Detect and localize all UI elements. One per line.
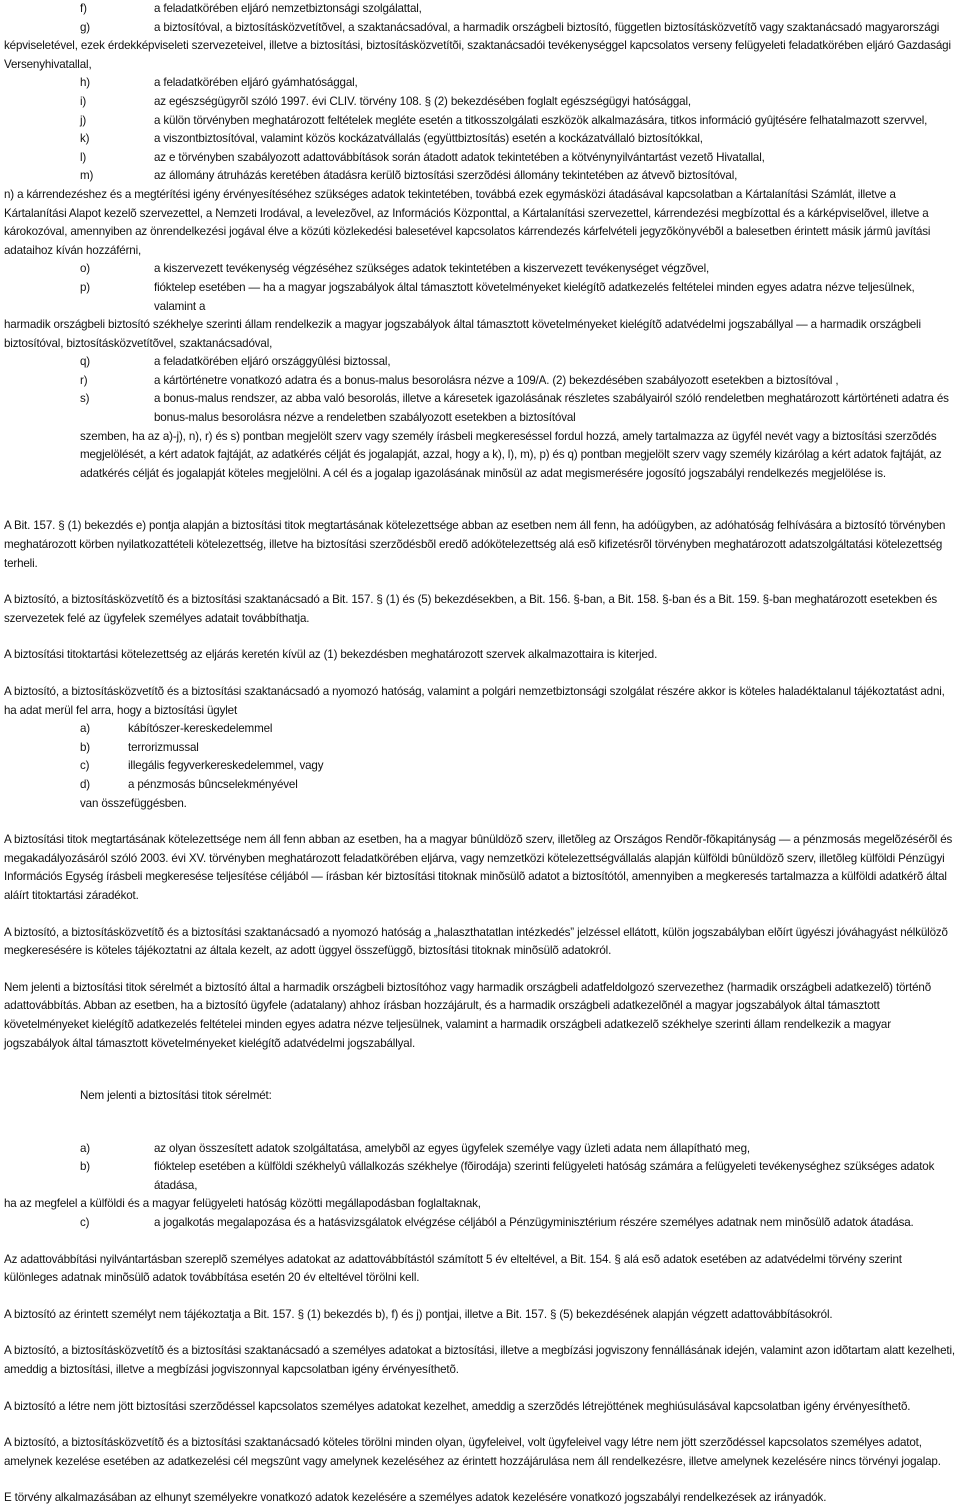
list-label: h) (80, 76, 91, 90)
list-item (4, 757, 956, 776)
list-item (4, 739, 956, 758)
list-item (4, 1214, 956, 1233)
list-item (4, 353, 956, 372)
list-item (4, 93, 956, 112)
list-label: p) (80, 280, 91, 294)
list-item (4, 130, 956, 149)
list-item (4, 0, 956, 19)
list-label: a) (80, 722, 91, 736)
paragraph: A biztosító az érintett személyt nem tájékoztatja a Bit. 157. § (1) bekezdés b), f) és j) pontjai, illetve a Bit. 157. § (5) bekezdésének alapján végzett adattovábbításokról. (4, 1307, 833, 1321)
list-label: b) (80, 740, 91, 754)
list-text: a viszontbiztosítóval, valamint közös kockázatvállalás (együttbiztosítás) esetén a kockázatvállaló biztosítókkal, (154, 132, 703, 146)
list-text: a feladatkörében eljáró nemzetbiztonsági szolgálattal, (154, 2, 422, 15)
list-label: c) (80, 759, 90, 773)
paragraph: A biztosító, a biztosításközvetítõ és a biztosítási szaktanácsadó a nyomozó hatóság, valamint a polgári nemzetbiztonsági szolgálat részére akkor is köteles haladéktalanul tájékoztatást adni, ha adat merül fel arra, hogy a biztosítási ügylet (4, 685, 945, 717)
list-item (4, 1140, 956, 1159)
document-page (4, 0, 956, 1508)
list-label: o) (80, 262, 91, 276)
list-text: terrorizmussal (128, 740, 199, 754)
list-label: q) (80, 355, 91, 369)
list-item (4, 1158, 956, 1195)
list-item (4, 776, 956, 795)
list-item (4, 390, 956, 427)
list-label: j) (80, 113, 87, 127)
list-label: c) (80, 1216, 90, 1230)
closing-paragraph: szemben, ha az a)-j), n), r) és s) pontban megjelölt szerv vagy személy írásbeli megkereséssel fordul hozzá, amely tartalmazza az ügyfél nevét vagy a biztosítási szerzõdés megjelölését, a kért adatok fajtáját, az adatkérés célját és jogalapját, azzal, hogy a k), l), m), p) és q) pontban megjelölt szerv vagy személy kizárólag a kért adatok fajtáját, az adatkérés célját és jogalapját köteles megjelölni. A cél és a jogalap igazolásának minõsül az adat megismerésére jogosító jogszabályi rendelkezés megjelölése is. (80, 429, 942, 480)
paragraph: A biztosító, a biztosításközvetítõ és a biztosítási szaktanácsadó a Bit. 157. § (1) és (5) bekezdésekben, a Bit. 156. §-ban, a Bit. 158. §-ban és a Bit. 159. §-ban meghatározott esetekben és szervezetek felé az ügyfelek személyes adatait továbbíthatja. (4, 593, 938, 625)
paragraph: Nem jelenti a biztosítási titok sérelmét a biztosító által a harmadik országbeli biztosítóhoz vagy harmadik országbeli adatfeldolgozó szervezethez (harmadik országbeli adatkezelõ) történõ adattovábbítás. Abban az esetben, ha a biztosító ügyfele (adatalany) ahhoz írásban hozzájárult, és a harmadik országbeli adatkezelõnél a magyar jogszabályok által támasztott követelményeket kielégítõ adatkezelés feltételei minden egyes adatra nézve teljesülnek, valamint a harmadik országbeli adatkezelõ székhelye szerinti állam rendelkezik a magyar jogszabályok által támasztott követelményeket kielégítõ adatvédelmi jogszabállyal. (4, 980, 931, 1050)
list-text: az egészségügyrõl szóló 1997. évi CLIV. törvény 108. § (2) bekezdésében foglalt egészségügyi hatósággal, (154, 94, 691, 108)
paragraph: A biztosítási titok megtartásának kötelezettsége nem áll fenn abban az esetben, ha a magyar bûnüldözõ szerv, illetõleg az Országos Rendõr-fõkapitányság — a pénzmosás megelõzésérõl és megakadályozásáról szóló 2003. évi XV. törvényben meghatározott feladatkörében eljárva, vagy nemzetközi kötelezettségvállalás alapján külföldi bûnüldözõ szerv, illetõleg külföldi Pénzügyi Információs Egység írásbeli megkeresése teljesítése céljából — írásban kér biztosítási titoknak minõsülõ adatot a biztosítótól, amennyiben a megkeresés tartalmazza a külföldi adatkérõ által aláírt titoktartási záradékot. (4, 833, 953, 902)
paragraph: Az adattovábbítási nyilvántartásban szereplõ személyes adatokat az adattovábbítástól számított 5 év elteltével, a Bit. 154. § alá esõ adatok esetében az adatvédelmi törvény szerint különleges adatnak minõsülõ adatok továbbítása esetén 20 év elteltével törölni kell. (4, 1252, 902, 1285)
paragraph: A biztosító a létre nem jött biztosítási szerzõdéssel kapcsolatos személyes adatokat kezelhet, ameddig a szerzõdés létrejöttének meghiúsulásával kapcsolatban igény érvényesíthetõ. (4, 1399, 911, 1413)
list-label: k) (80, 132, 90, 146)
list-item-n: n) a kárrendezéshez és a megtérítési igény érvényesítéséhez szükséges adatok tekintetében, továbbá ezek egymásközi átadásával kapcsolatban a Kártalanítási Számlát, illetve a Kártalanítási Alapot kezelõ szervezettel, a Nemzeti Irodával, a levelezõvel, az Információs Központtal, a Kártalanítási szervezettel, kárrendezési megbízottal és a kárképviselõvel, illetve a károkozóval, amennyiben az önrendelkezési jogával élve a közúti közlekedési balesetével kapcsolatos kárrendezés kárfelvételi jegyzõkönyvébõl a balesetben érintett másik jármû javítási adataihoz kíván hozzáférni, (4, 187, 931, 257)
paragraph: A biztosító, a biztosításközvetítõ és a biztosítási szaktanácsadó köteles törölni minden olyan, ügyfeleivel, volt ügyfeleivel vagy létre nem jött szerzõdéssel kapcsolatos személyes adatot, amelynek kezelése esetében az adatkezelési cél megszûnt vagy amelynek kezeléséhez az érintett hozzájárulása nem áll rendelkezésre, illetve amelynek kezelésére nincs törvényi jogalap. (4, 1436, 941, 1468)
list-text: a kártörténetre vonatkozó adatra és a bonus-malus besorolásra nézve a 109/A. (2) bekezdésében szabályozott esetekben a biztosítóval , (154, 373, 839, 387)
list-item-continuation: harmadik országbeli biztosító székhelye szerinti állam rendelkezik a magyar jogszabályok által támasztott követelményeket kielégítõ adatvédelmi jogszabállyal — a harmadik országbeli biztosítóval, biztosításközvetítõvel, szaktanácsadóval, (4, 318, 921, 350)
list-text: a biztosítóval, a biztosításközvetítõvel, a szaktanácsadóval, a harmadik országbeli biztosító, független biztosításközvetítõ vagy szaktanácsadó magyarországi (154, 20, 940, 34)
list-item (4, 149, 956, 168)
list-item-continuation: ha az megfelel a külföldi és a magyar felügyeleti hatóság közötti megállapodásban foglaltaknak, (4, 1197, 481, 1211)
paragraph: A biztosítási titoktartási kötelezettség az eljárás keretén kívül az (1) bekezdésben meghatározott szervek alkalmazottaira is kiterjed. (4, 648, 658, 662)
list-item (4, 167, 956, 186)
list-item (4, 19, 956, 38)
list-end: van összefüggésben. (80, 796, 187, 810)
list-label: i) (80, 94, 87, 108)
list-item (4, 112, 956, 131)
list-label: d) (80, 777, 91, 791)
list-text: az olyan összesített adatok szolgáltatása, amelybõl az egyes ügyfelek személye vagy üzleti adata nem állapítható meg, (154, 1141, 750, 1155)
paragraph: A biztosító, a biztosításközvetítõ és a biztosítási szaktanácsadó a nyomozó hatóság a „halaszthatatlan intézkedés” jelzéssel ellátott, külön jogszabályban elõírt ügyészi jóváhagyást nélkülözõ megkeresésére is köteles tájékoztatni az általa kezelt, az adott üggyel összefüggõ, biztosítási titoknak minõsülõ adatokról. (4, 925, 948, 958)
list-text: az állomány átruházás keretében átadásra kerülõ biztosítási szerzõdési állomány tekintetében az átvevõ biztosítóval, (154, 169, 738, 183)
list-label: b) (80, 1160, 91, 1174)
list-text: a kiszervezett tevékenység végzéséhez szükséges adatok tekintetében a kiszervezett tevékenységet végzõvel, (154, 262, 710, 276)
list-label: m) (80, 169, 94, 183)
list-text: a jogalkotás megalapozása és a hatásvizsgálatok elvégzése céljából a Pénzügyminisztérium részére személyes adatnak nem minõsülõ adatok átadása. (154, 1216, 914, 1230)
section-heading: Nem jelenti a biztosítási titok sérelmét: (80, 1089, 272, 1103)
list-label: g) (80, 20, 91, 34)
list-text: fióktelep esetében a külföldi székhelyû vállalkozás székhelye (fõirodája) szerinti felügyeleti hatóság számára a felügyeleti tevékenységhez szükséges adatok átadása, (154, 1160, 935, 1192)
list-label: s) (80, 392, 90, 406)
list-label: f) (80, 2, 87, 15)
list-text: a bonus-malus rendszer, az abba való besorolás, illetve a káresetek igazolásának részletes szabályairól szóló rendeletben meghatározott kártörténeti adatra és bonus-malus besorolásra nézve a rendeletben szabályozott esetekben a biztosítóval (154, 392, 949, 425)
paragraph: E törvény alkalmazásában az elhunyt személyekre vonatkozó adatok kezelésére a személyes adatok kezelésére vonatkozó jogszabályi rendelkezések az irányadók. (4, 1491, 827, 1505)
list-text: a feladatkörében eljáró gyámhatósággal, (154, 76, 358, 90)
paragraph: A Bit. 157. § (1) bekezdés e) pontja alapján a biztosítási titok megtartásának kötelezettsége abban az esetben nem áll fenn, ha adóügyben, az adóhatóság felhívására a biztosító törvényben meghatározott körben nyilatkozattételi kötelezettség, illetve ha biztosítási szerzõdésbõl eredõ adókötelezettség alá esõ kifizetésrõl törvényben meghatározott adatszolgáltatási kötelezettség terheli. (4, 519, 946, 570)
list-text: a feladatkörében eljáró országgyûlési biztossal, (154, 355, 391, 369)
list-item (4, 372, 956, 391)
list-text: a külön törvényben meghatározott feltételek megléte esetén a titkosszolgálati eszközök alkalmazására, titkos információ gyûjtésére felhatalmazott szervvel, (154, 113, 928, 127)
list-item (4, 74, 956, 93)
list-label: r) (80, 373, 88, 387)
paragraph: A biztosító, a biztosításközvetítõ és a biztosítási szaktanácsadó a személyes adatokat a biztosítási, illetve a megbízási jogviszony fennállásának idején, valamint azon idõtartam alatt kezelheti, ameddig a biztosítási, illetve a megbízási jogviszonnyal kapcsolatban igény érvényesíthetõ. (4, 1344, 955, 1377)
list-text: illegális fegyverkereskedelemmel, vagy (128, 759, 324, 773)
list-item (4, 279, 956, 316)
list-item-continuation: képviseletével, ezek érdekképviseleti szervezeteivel, illetve a biztosítási, biztosításközvetítõi, szaktanácsadói tevékenységgel kapcsolatos verseny felügyeleti feladatkörében eljáró Gazdasági Versenyhivatallal, (4, 39, 951, 71)
list-text: kábítószer-kereskedelemmel (128, 722, 273, 736)
list-text: az e törvényben szabályozott adattovábbítások során átadott adatok tekintetében a kötvénynyilvántartást vezetõ Hivatallal, (154, 150, 765, 164)
list-item (4, 260, 956, 279)
list-label: l) (80, 150, 87, 164)
list-item (4, 720, 956, 739)
list-text: fióktelep esetében — ha a magyar jogszabályok által támasztott követelményeket kielégítõ adatkezelés feltételei minden egyes adatra nézve teljesülnek, valamint a (154, 280, 915, 313)
list-label: a) (80, 1141, 91, 1155)
list-text: a pénzmosás bûncselekményével (128, 777, 298, 791)
